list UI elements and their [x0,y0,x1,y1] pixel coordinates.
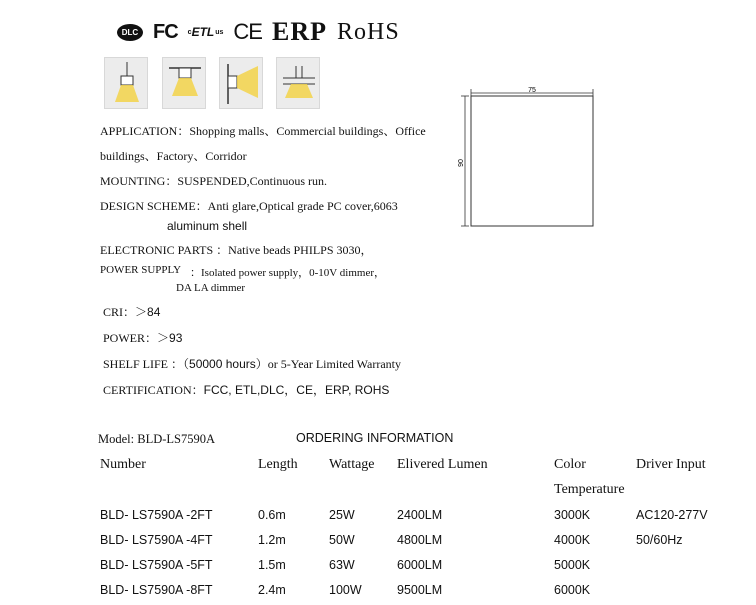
table-cell: 4800LM [397,533,443,547]
power-supply-label: POWER SUPPLY [100,264,182,276]
etl-c-mark: c [187,28,192,36]
table-cell: 1.5m [258,558,286,572]
table-cell: BLD- LS7590A -5FT [100,558,213,572]
table-cell: AC120-277V [636,508,708,522]
certification-value: FCC, ETL,DLC，CE，ERP, ROHS [203,383,390,397]
electronic-parts-spec: ELECTRONIC PARTS ：Native beads PHILPS 3030， [100,243,373,257]
table-cell: 2.4m [258,583,286,597]
ordering-info-title: ORDERING INFORMATION [296,431,454,445]
header-driver-input: Driver Input [636,457,706,472]
table-cell: BLD- LS7590A -8FT [100,583,213,597]
header-length: Length [258,457,298,472]
table-cell: 50W [329,533,355,547]
dlc-logo: DLC [117,24,143,41]
power-supply-value: ：Isolated power supply，0-10V dimmer， [190,267,386,279]
table-cell: 63W [329,558,355,572]
width-dimension-label: 75 [528,87,536,94]
shelf-life-label: SHELF LIFE ： [103,357,184,371]
table-cell: 4000K [554,533,591,547]
table-cell: 0.6m [258,508,286,522]
table-cell: 6000LM [397,558,443,572]
header-wattage: Wattage [329,457,375,472]
model-label: Model: BLD-LS7590A [98,432,216,446]
shelf-life-warranty: or 5-Year Limited Warranty [267,357,401,371]
pendant-icon [104,57,148,109]
table-cell: 2400LM [397,508,443,522]
power-value: ＞93 [157,331,183,345]
mounting-spec: MOUNTING：SUSPENDED,Continuous run. [100,174,328,188]
power-spec [103,329,182,346]
table-cell: BLD- LS7590A -2FT [100,508,213,522]
surface-mount-icon [162,57,206,109]
cri-label: CRI： [103,305,136,319]
design-scheme-line-1: DESIGN SCHEME：Anti glare,Optical grade PC cover,6063 [100,199,398,213]
etl-logo [188,25,224,39]
table-cell: 5000K [554,558,591,572]
fcc-logo: FC [153,20,178,43]
table-cell: 25W [329,508,355,522]
power-supply-line-2: DA LA dimmer [176,282,246,294]
table-cell: 3000K [554,508,591,522]
certification-logos [117,17,400,47]
dimension-drawing [455,83,600,238]
application-line-1: APPLICATION：Shopping malls、Commercial buildings、Office [100,124,426,138]
track-mount-icon [276,57,320,109]
table-cell: 9500LM [397,583,443,597]
application-line-2: buildings、Factory、Corridor [100,149,247,163]
cri-value: ＞84 [135,305,161,319]
table-cell: 50/60Hz [636,533,683,547]
table-cell: BLD- LS7590A -4FT [100,533,213,547]
header-color: Color [554,457,586,472]
erp-logo: ERP [271,17,327,46]
certification-spec [103,381,389,398]
shelf-life-hours: （50000 hours） [183,357,268,371]
wall-mount-icon [219,57,263,109]
table-cell: 1.2m [258,533,286,547]
header-lumen: Elivered Lumen [397,457,488,472]
header-temperature: Temperature [554,482,625,497]
etl-us-mark: us [215,28,224,36]
shelf-life-spec [103,355,401,372]
height-dimension-label: 90 [458,159,465,167]
header-number: Number [100,457,146,472]
power-label: POWER： [103,331,158,345]
ce-logo: CE [233,19,262,44]
design-scheme-line-2: aluminum shell [167,219,248,233]
table-cell: 6000K [554,583,591,597]
rohs-logo: RoHS [336,18,400,45]
etl-mark: ETL [191,25,215,39]
cri-spec [103,303,160,320]
table-cell: 100W [329,583,362,597]
certification-label: CERTIFICATION： [103,383,204,397]
